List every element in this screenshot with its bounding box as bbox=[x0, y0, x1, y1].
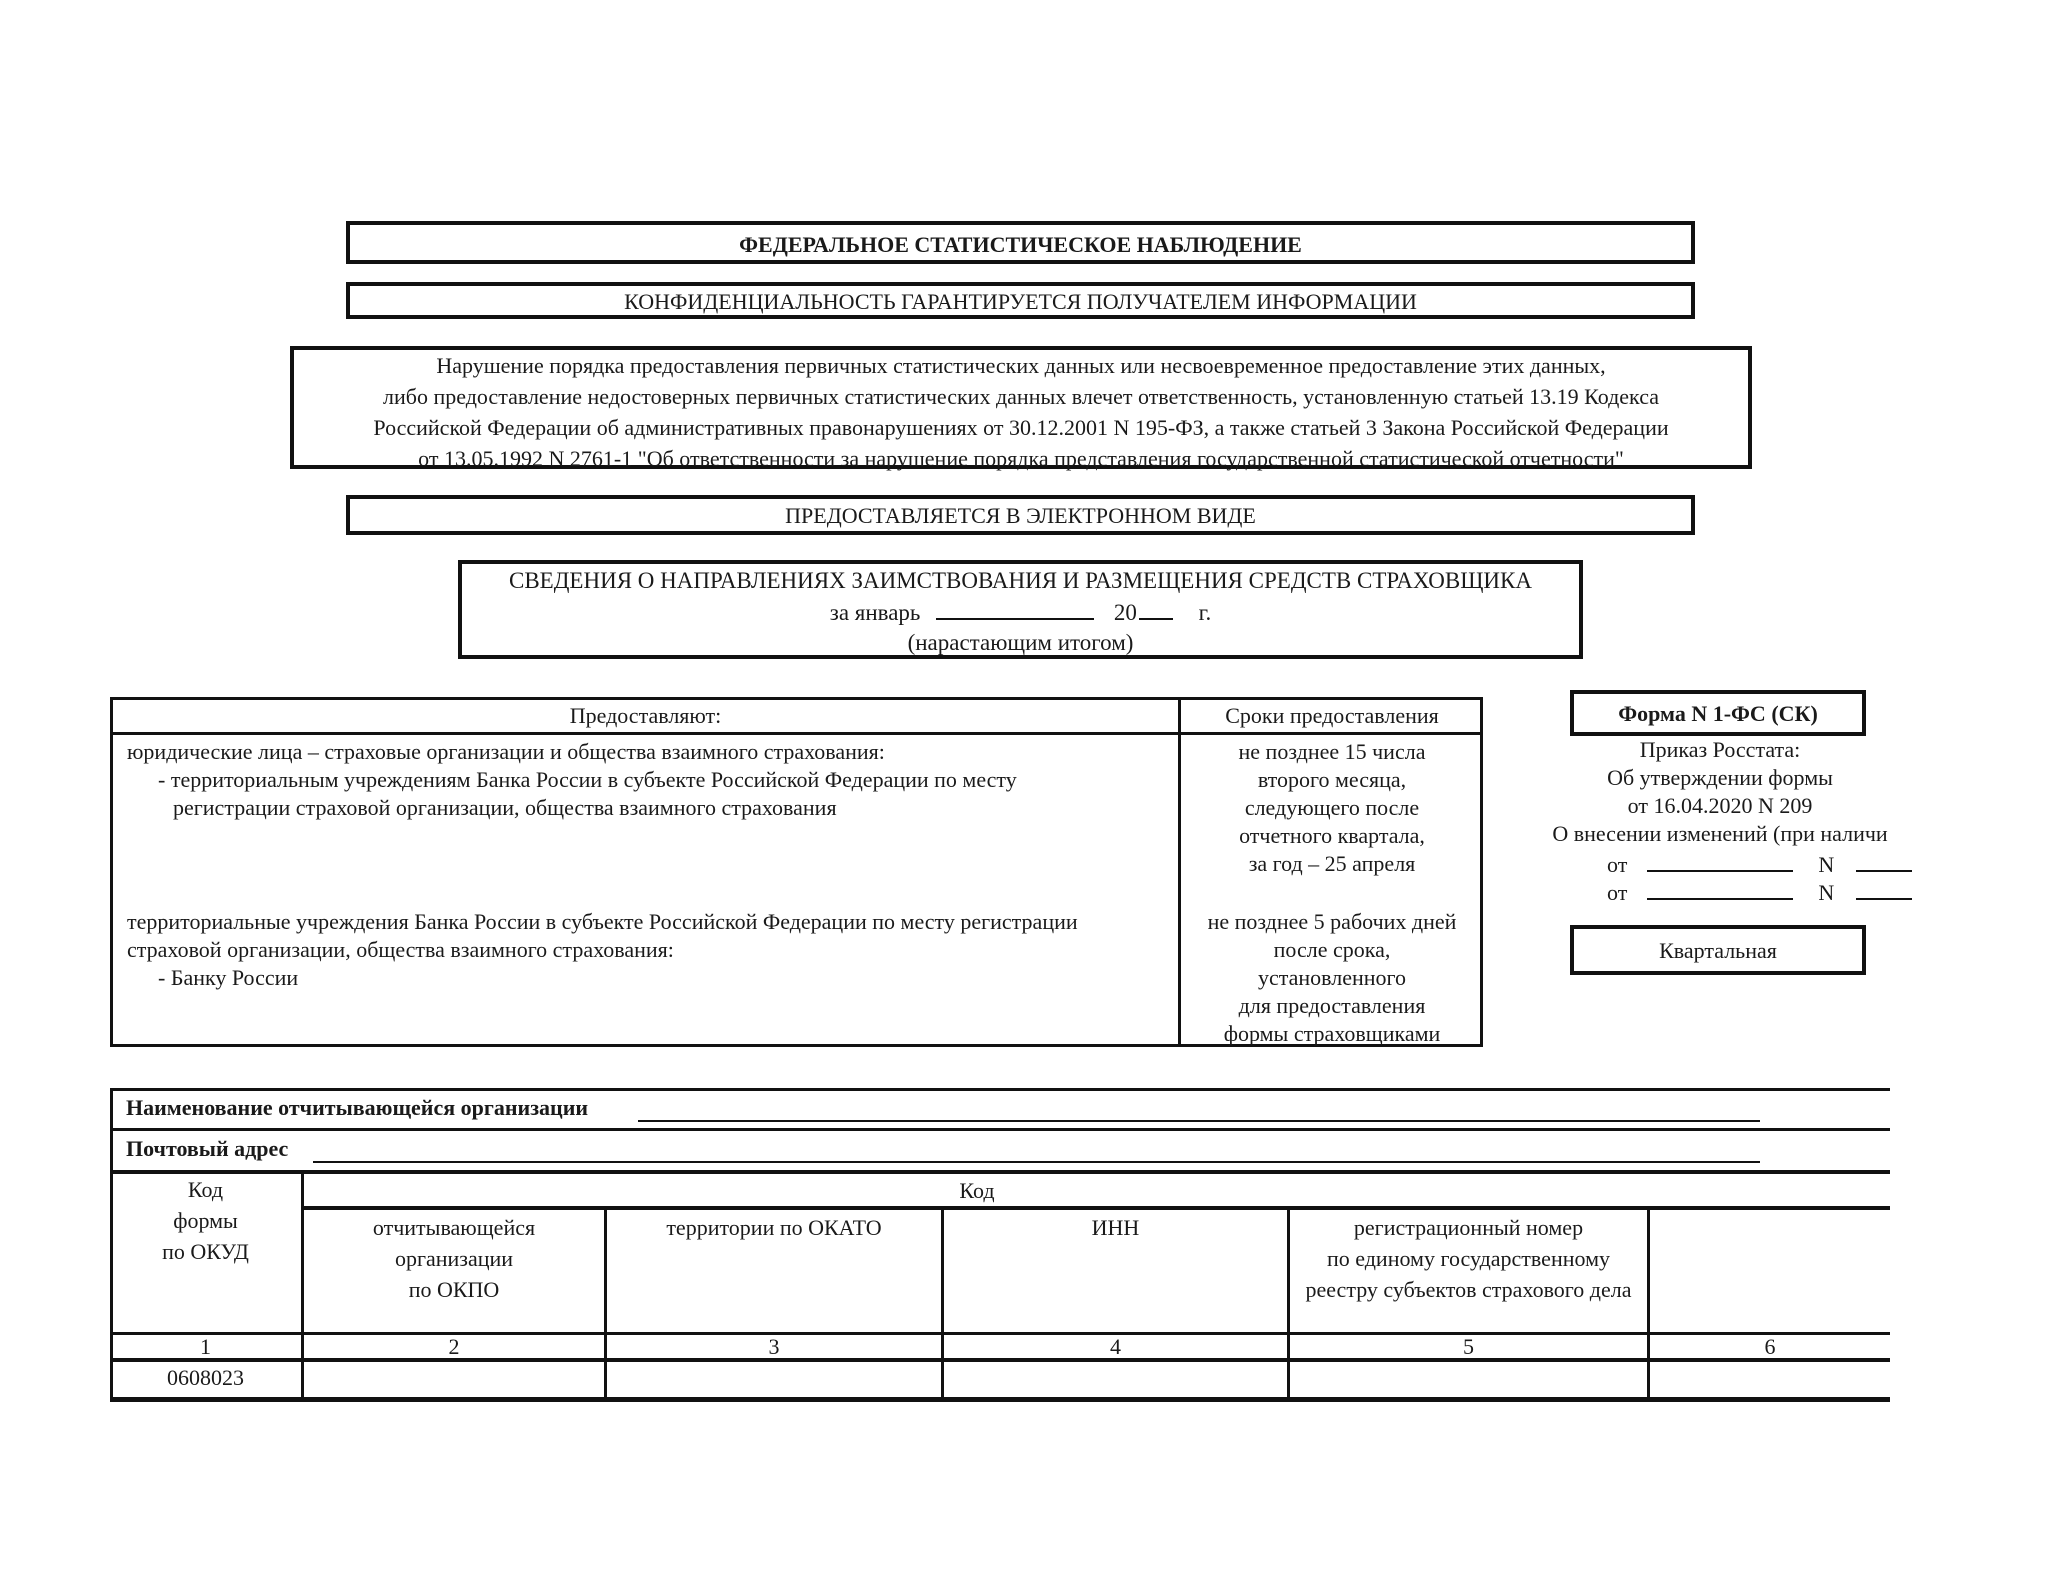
deadline-line: отчетного квартала, bbox=[1239, 823, 1425, 848]
address-label: Почтовый адрес bbox=[126, 1136, 289, 1161]
table-border bbox=[110, 1170, 1890, 1174]
organization-table bbox=[110, 1088, 1890, 1402]
deadline-line: следующего после bbox=[1244, 795, 1420, 820]
col6-value-cell[interactable] bbox=[1650, 1362, 1890, 1397]
order-line: Приказ Росстата: bbox=[1639, 737, 1801, 762]
org-name-label: Наименование отчитывающейся организации bbox=[126, 1095, 589, 1120]
col-number: 4 bbox=[1110, 1334, 1121, 1359]
col-number: 6 bbox=[1764, 1334, 1776, 1359]
electronic-note: ПРЕДОСТАВЛЯЕТСЯ В ЭЛЕКТРОННОМ ВИДЕ bbox=[346, 495, 1695, 535]
month-blank[interactable] bbox=[936, 596, 1094, 620]
header-line: организации bbox=[394, 1246, 514, 1271]
header-line: отчитывающейся bbox=[372, 1215, 536, 1240]
okud-header-line: Код bbox=[187, 1177, 224, 1202]
header-line: реестру субъектов страхового дела bbox=[1305, 1277, 1632, 1302]
confidentiality-note: КОНФИДЕНЦИАЛЬНОСТЬ ГАРАНТИРУЕТСЯ ПОЛУЧАТЕЛЕМ ИНФОРМАЦИИ bbox=[346, 282, 1695, 319]
year-suffix: г. bbox=[1198, 600, 1212, 625]
provider-block-1-line: - территориальным учреждениям Банка России в субъекте Российской Федерации по месту bbox=[158, 767, 1017, 792]
deadline-line: для предоставления bbox=[1238, 993, 1426, 1018]
deadline-header: Сроки предоставления bbox=[1225, 703, 1439, 728]
provider-block-2-line: страховой организации, общества взаимного страхования: bbox=[127, 937, 674, 962]
order-line: О внесении изменений (при наличи bbox=[1552, 821, 1888, 846]
registry-value-cell[interactable] bbox=[1290, 1362, 1647, 1397]
year-prefix: 20 bbox=[1113, 600, 1137, 625]
deadline-line: формы страховщиками bbox=[1223, 1021, 1441, 1046]
periodicity-box: Квартальная bbox=[1570, 925, 1866, 975]
provider-block-1-line: регистрации страховой организации, общества взаимного страхования bbox=[173, 795, 837, 820]
report-period bbox=[462, 596, 1579, 628]
inn-value-cell[interactable] bbox=[944, 1362, 1287, 1397]
col-number: 1 bbox=[200, 1334, 211, 1359]
amendment-date-blank[interactable] bbox=[1647, 876, 1793, 900]
order-line: от 16.04.2020 N 209 bbox=[1627, 793, 1813, 818]
cumulative-note: (нарастающим итогом) bbox=[907, 630, 1134, 655]
okato-value-cell[interactable] bbox=[607, 1362, 941, 1397]
table-border bbox=[301, 1206, 1890, 1210]
ot-label: от bbox=[1607, 852, 1628, 877]
deadline-line: не позднее 15 числа bbox=[1238, 739, 1426, 764]
inn-header: ИНН bbox=[1091, 1215, 1140, 1240]
address-field[interactable] bbox=[313, 1161, 1760, 1163]
report-title: СВЕДЕНИЯ О НАПРАВЛЕНИЯХ ЗАИМСТВОВАНИЯ И РАЗМЕЩЕНИЯ СРЕДСТВ СТРАХОВЩИКА bbox=[509, 568, 1532, 593]
amendment-row-2 bbox=[1607, 876, 1912, 907]
code-header: Код bbox=[959, 1178, 995, 1203]
n-label: N bbox=[1818, 852, 1835, 877]
provider-block-1-line: юридические лица – страховые организации и общества взаимного страхования: bbox=[127, 739, 885, 764]
n-label: N bbox=[1818, 880, 1835, 905]
okud-header-line: формы bbox=[173, 1208, 238, 1233]
provider-block-2-line: территориальные учреждения Банка России в субъекте Российской Федерации по месту регистрации bbox=[127, 909, 1078, 934]
report-info bbox=[458, 560, 1583, 659]
col-number: 5 bbox=[1463, 1334, 1474, 1359]
providers-header: Предоставляют: bbox=[569, 703, 722, 728]
registry-header bbox=[1290, 1212, 1647, 1305]
amendment-number-blank[interactable] bbox=[1856, 848, 1912, 872]
table-border bbox=[110, 1088, 1890, 1091]
col-number: 3 bbox=[768, 1334, 780, 1359]
amendment-date-blank[interactable] bbox=[1647, 848, 1793, 872]
okud-header-line: по ОКУД bbox=[162, 1239, 249, 1264]
warning-line: Нарушение порядка предоставления первичных статистических данных или несвоевременное предоставление этих данных, bbox=[436, 353, 1606, 378]
okpo-value-cell[interactable] bbox=[304, 1362, 604, 1397]
header-line: регистрационный номер bbox=[1353, 1215, 1584, 1240]
amendment-number-blank[interactable] bbox=[1856, 876, 1912, 900]
order-info bbox=[1520, 736, 1920, 848]
providers-table bbox=[110, 697, 1483, 1047]
warning-line: от 13.05.1992 N 2761-1 "Об ответственности за нарушение порядка представления государственной статистической отчетности" bbox=[418, 446, 1624, 471]
okud-header bbox=[110, 1174, 301, 1267]
period-prefix: за январь bbox=[829, 600, 921, 625]
ot-label: от bbox=[1607, 880, 1628, 905]
header-divider bbox=[113, 732, 1480, 735]
okpo-header bbox=[304, 1212, 604, 1305]
provider-block-2-line: - Банку России bbox=[158, 965, 299, 990]
table-border bbox=[110, 1397, 1890, 1402]
table-border bbox=[110, 1128, 1890, 1131]
year-blank[interactable] bbox=[1139, 596, 1173, 620]
form-title: ФЕДЕРАЛЬНОЕ СТАТИСТИЧЕСКОЕ НАБЛЮДЕНИЕ bbox=[346, 221, 1695, 264]
deadline-line: после срока, bbox=[1273, 937, 1391, 962]
order-line: Об утверждении формы bbox=[1607, 765, 1833, 790]
warning-line: либо предоставление недостоверных первичных статистических данных влечет ответственность, установленную статьей 13.19 Кодекса bbox=[383, 384, 1659, 409]
amendment-row-1 bbox=[1607, 848, 1912, 879]
org-name-field[interactable] bbox=[638, 1120, 1760, 1122]
okato-header: территории по ОКАТО bbox=[666, 1215, 882, 1240]
header-line: по ОКПО bbox=[408, 1277, 500, 1302]
legal-warning bbox=[290, 346, 1752, 469]
okud-value: 0608023 bbox=[167, 1365, 244, 1390]
deadline-line: за год – 25 апреля bbox=[1248, 851, 1416, 876]
col-number: 2 bbox=[448, 1334, 460, 1359]
form-number: Форма N 1-ФС (СК) bbox=[1570, 690, 1866, 736]
deadline-line: не позднее 5 рабочих дней bbox=[1207, 909, 1457, 934]
warning-line: Российской Федерации об административных правонарушениях от 30.12.2001 N 195-ФЗ, а также статьей 3 Закона Российской Федерации bbox=[373, 415, 1669, 440]
header-line: по единому государственному bbox=[1326, 1246, 1610, 1271]
deadline-line: установленного bbox=[1257, 965, 1407, 990]
deadline-line: второго месяца, bbox=[1257, 767, 1407, 792]
